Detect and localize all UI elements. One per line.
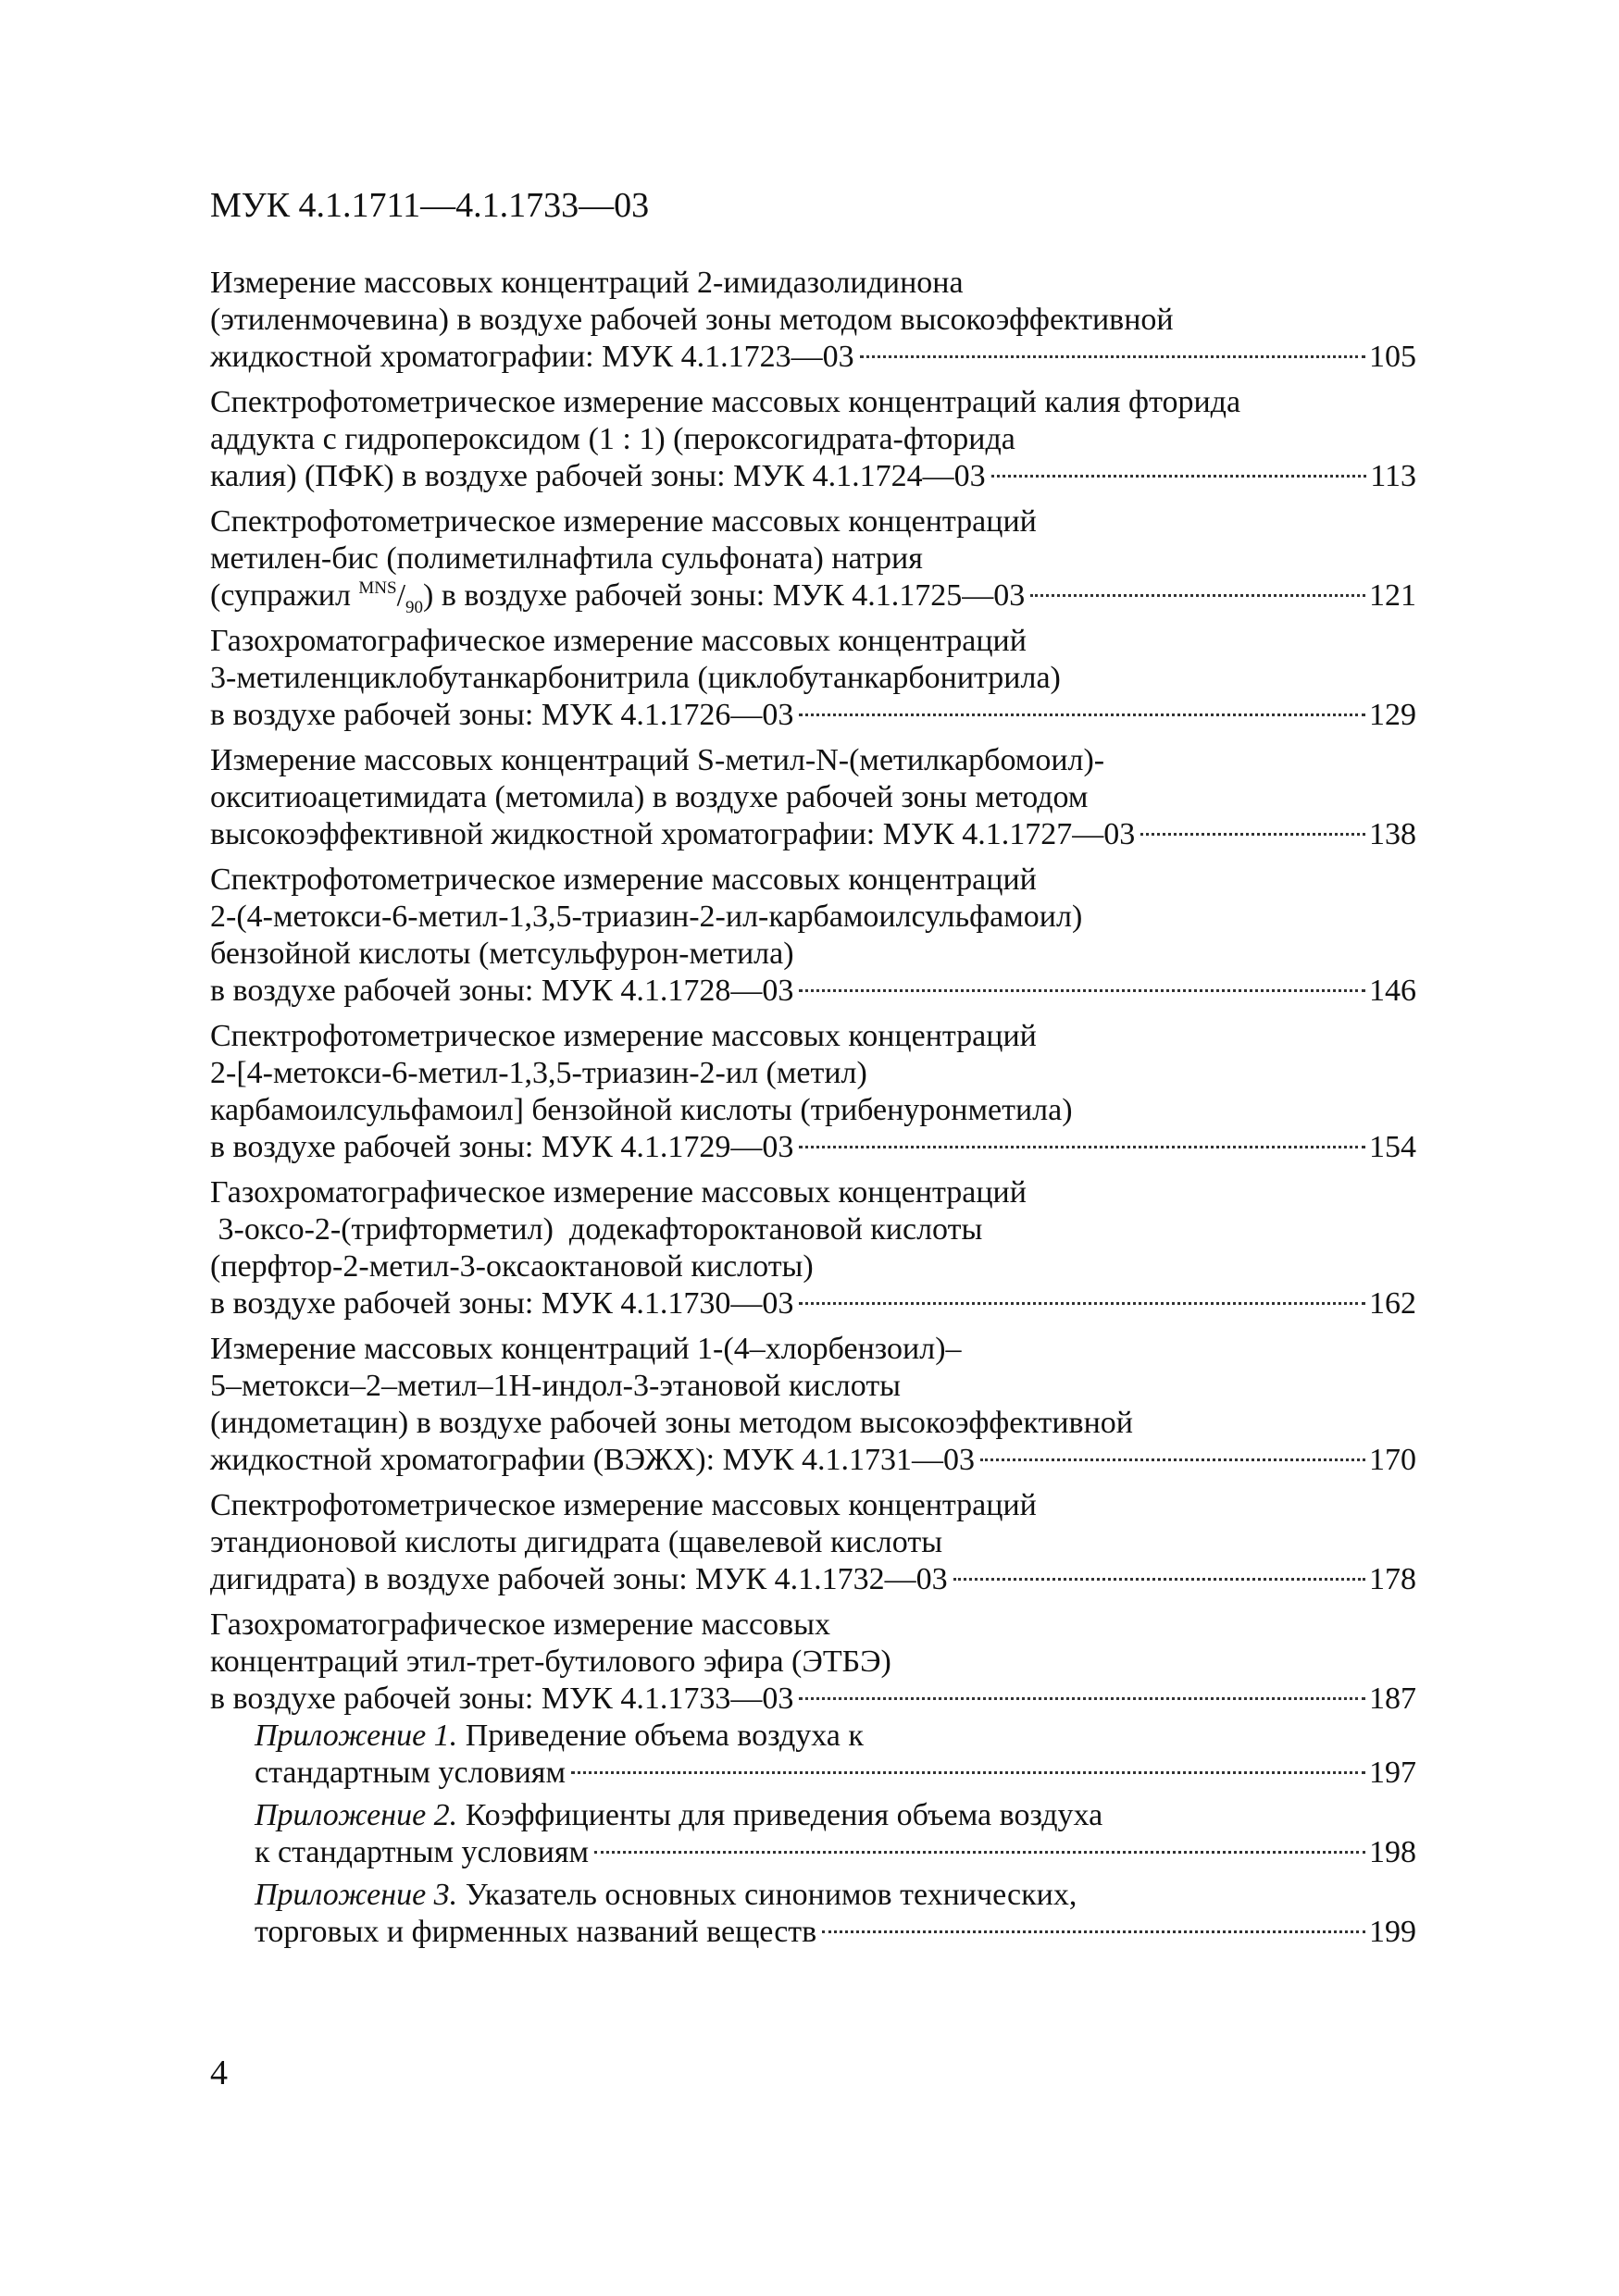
appendix-label: Приложение 3. [255,1878,458,1912]
toc-entry-line: Измерение массовых концентраций 1-(4–хлорбензоил)– [210,1332,962,1366]
toc-entry-text: в воздухе рабочей зоны: МУК 4.1.1733—03 [210,1682,794,1716]
toc-entry [210,1487,1416,1598]
toc-entry [210,862,1416,1010]
toc-entry-line: 2-[4-метокси-6-метил-1,3,5-триазин-2-ил (метил) [210,1056,867,1090]
dot-leader [1030,594,1365,597]
dot-leader [980,1458,1365,1461]
toc-entry [210,1174,1416,1322]
toc-entry-line: Газохроматографическое измерение массовых концентраций [210,1175,1027,1210]
dot-leader [799,1302,1365,1305]
toc-appendix [210,1718,1416,1792]
running-head: МУК 4.1.1711—4.1.1733—03 [210,186,650,225]
appendix-title-cont: к стандартным условиям [255,1835,589,1869]
appendix-label: Приложение 2. [255,1798,458,1832]
toc-appendix-line [255,1718,1416,1755]
toc-entry-text: жидкостной хроматографии (ВЭЖХ): МУК 4.1.1731—03 [210,1443,976,1477]
toc-entry-line: (индометацин) в воздухе рабочей зоны методом высокоэффективной [210,1406,1133,1440]
toc-entry [210,384,1416,495]
toc-entry [210,623,1416,734]
appendix-title: Указатель основных синонимов технических, [457,1878,1077,1912]
toc-entry-text: в воздухе рабочей зоны: МУК 4.1.1726—03 [210,698,794,732]
toc-entry-last-line [210,816,1416,853]
toc-appendix [210,1797,1416,1871]
toc-entry-line: Газохроматографическое измерение массовых [210,1607,831,1642]
toc-entry-line: (перфтор-2-метил-3-оксаоктановой кислоты) [210,1249,814,1284]
toc-entry-line: метилен-бис (полиметилнафтила сульфоната) натрия [210,541,923,576]
toc-entry-line: бензойной кислоты (метсульфурон-метила) [210,937,794,971]
toc-entry-line: 2-(4-метокси-6-метил-1,3,5-триазин-2-ил-карбамоилсульфамоил) [210,900,1083,934]
toc-entry-last-line [210,1681,1416,1718]
toc-entry-line: Спектрофотометрическое измерение массовых концентраций [210,1488,1037,1522]
toc-entry-last-line [210,339,1416,376]
toc-page-number: 199 [1369,1915,1416,1949]
toc-entry-line: карбамоилсульфамоил] бензойной кислоты (трибенуронметила) [210,1093,1073,1127]
toc-page-number: 105 [1369,340,1416,374]
toc-entry-line: Спектрофотометрическое измерение массовых концентраций [210,504,1037,539]
toc-page-number: 162 [1369,1286,1416,1321]
superscript: MNS [358,578,397,598]
toc-entry [210,503,1416,617]
toc-entry-text-suffix: ) в воздухе рабочей зоны: МУК 4.1.1725—03 [423,578,1026,613]
toc-entry-text: калия) (ПФК) в воздухе рабочей зоны: МУК 4.1.1724—03 [210,459,986,493]
toc-entry-last-line [210,458,1416,495]
appendix-label: Приложение 1. [255,1719,458,1753]
dot-leader [1140,833,1365,836]
toc-entry-line: аддукта с гидропероксидом (1 : 1) (пероксогидрата-фторида [210,422,1015,456]
slash: / [396,578,406,613]
toc-entry [210,1018,1416,1166]
toc-entry-line: окситиоацетимидата (метомила) в воздухе рабочей зоны методом [210,780,1089,814]
toc-entry-text [210,577,1026,617]
toc-appendix-last-line [255,1755,1416,1792]
toc-entry-last-line [210,1442,1416,1479]
toc-entry [210,742,1416,853]
toc-appendix-line [255,1877,1416,1914]
dot-leader [799,989,1365,992]
dot-leader [860,355,1365,358]
toc-entry-text-prefix: (супражил [210,578,359,613]
toc-entry-line: Газохроматографическое измерение массовых концентраций [210,624,1027,658]
toc-entry-last-line [210,1561,1416,1598]
toc-page-number: 178 [1369,1562,1416,1596]
toc-page-number: 121 [1369,578,1416,613]
appendix-title: Коэффициенты для приведения объема воздуха [457,1798,1103,1832]
toc-entry-line: (этиленмочевина) в воздухе рабочей зоны методом высокоэффективной [210,303,1174,337]
table-of-contents [210,265,1416,1951]
toc-entry-text: в воздухе рабочей зоны: МУК 4.1.1728—03 [210,974,794,1008]
dot-leader [991,475,1367,478]
toc-entry-line: Спектрофотометрическое измерение массовых концентраций калия фторида [210,385,1241,419]
toc-page-number: 113 [1370,459,1416,493]
toc-entry-line: этандионовой кислоты дигидрата (щавелевой кислоты [210,1525,943,1559]
toc-entry-last-line [210,973,1416,1010]
toc-page-number: 170 [1369,1443,1416,1477]
toc-entry-last-line [210,1129,1416,1166]
dot-leader [799,714,1365,716]
toc-entry [210,1607,1416,1718]
toc-entry-last-line [210,1285,1416,1322]
toc-entry-text: дигидрата) в воздухе рабочей зоны: МУК 4.1.1732—03 [210,1562,948,1596]
toc-entry-text: в воздухе рабочей зоны: МУК 4.1.1730—03 [210,1286,794,1321]
dot-leader [822,1930,1365,1933]
toc-entry-text: жидкостной хроматографии: МУК 4.1.1723—03 [210,340,854,374]
toc-entry-last-line [210,577,1416,617]
toc-page-number: 197 [1369,1756,1416,1790]
toc-entry-line: концентраций этил-трет-бутилового эфира (ЭТБЭ) [210,1644,891,1679]
toc-entry-text: высокоэффективной жидкостной хроматографии: МУК 4.1.1727—03 [210,817,1136,851]
toc-entry-line: Спектрофотометрическое измерение массовых концентраций [210,863,1037,897]
appendix-title-cont: торговых и фирменных названий веществ [255,1915,817,1949]
toc-entry-line: 5–метокси–2–метил–1Н-индол-3-этановой кислоты [210,1369,902,1403]
dot-leader [571,1771,1365,1774]
toc-entry [210,1331,1416,1479]
toc-entry [210,265,1416,376]
toc-appendix [210,1877,1416,1951]
dot-leader [953,1578,1365,1581]
toc-page-number: 187 [1369,1682,1416,1716]
toc-page-number: 154 [1369,1130,1416,1164]
toc-page-number: 129 [1369,698,1416,732]
dot-leader [799,1146,1365,1148]
toc-entry-line: 3-метиленциклобутанкарбонитрила (циклобутанкарбонитрила) [210,661,1061,695]
toc-entry-line: Измерение массовых концентраций S-метил-N-(метилкарбомоил)- [210,743,1105,777]
dot-leader [594,1851,1365,1854]
toc-entry-last-line [210,697,1416,734]
dot-leader [799,1697,1365,1700]
toc-page-number: 198 [1369,1835,1416,1869]
toc-entry-line: Измерение массовых концентраций 2-имидазолидинона [210,266,964,300]
toc-page-number: 138 [1369,817,1416,851]
appendix-title-cont: стандартным условиям [255,1756,566,1790]
toc-entry-line: 3-оксо-2-(трифторметил) додекафтороктановой кислоты [210,1212,983,1247]
toc-appendix-line [255,1797,1416,1834]
page-number: 4 [210,2054,228,2092]
toc-page-number: 146 [1369,974,1416,1008]
toc-appendix-last-line [255,1834,1416,1871]
appendix-title: Приведение объема воздуха к [457,1719,864,1753]
subscript: 90 [405,598,424,617]
toc-entry-text: в воздухе рабочей зоны: МУК 4.1.1729—03 [210,1130,794,1164]
toc-entry-line: Спектрофотометрическое измерение массовых концентраций [210,1019,1037,1053]
toc-appendix-last-line [255,1914,1416,1951]
